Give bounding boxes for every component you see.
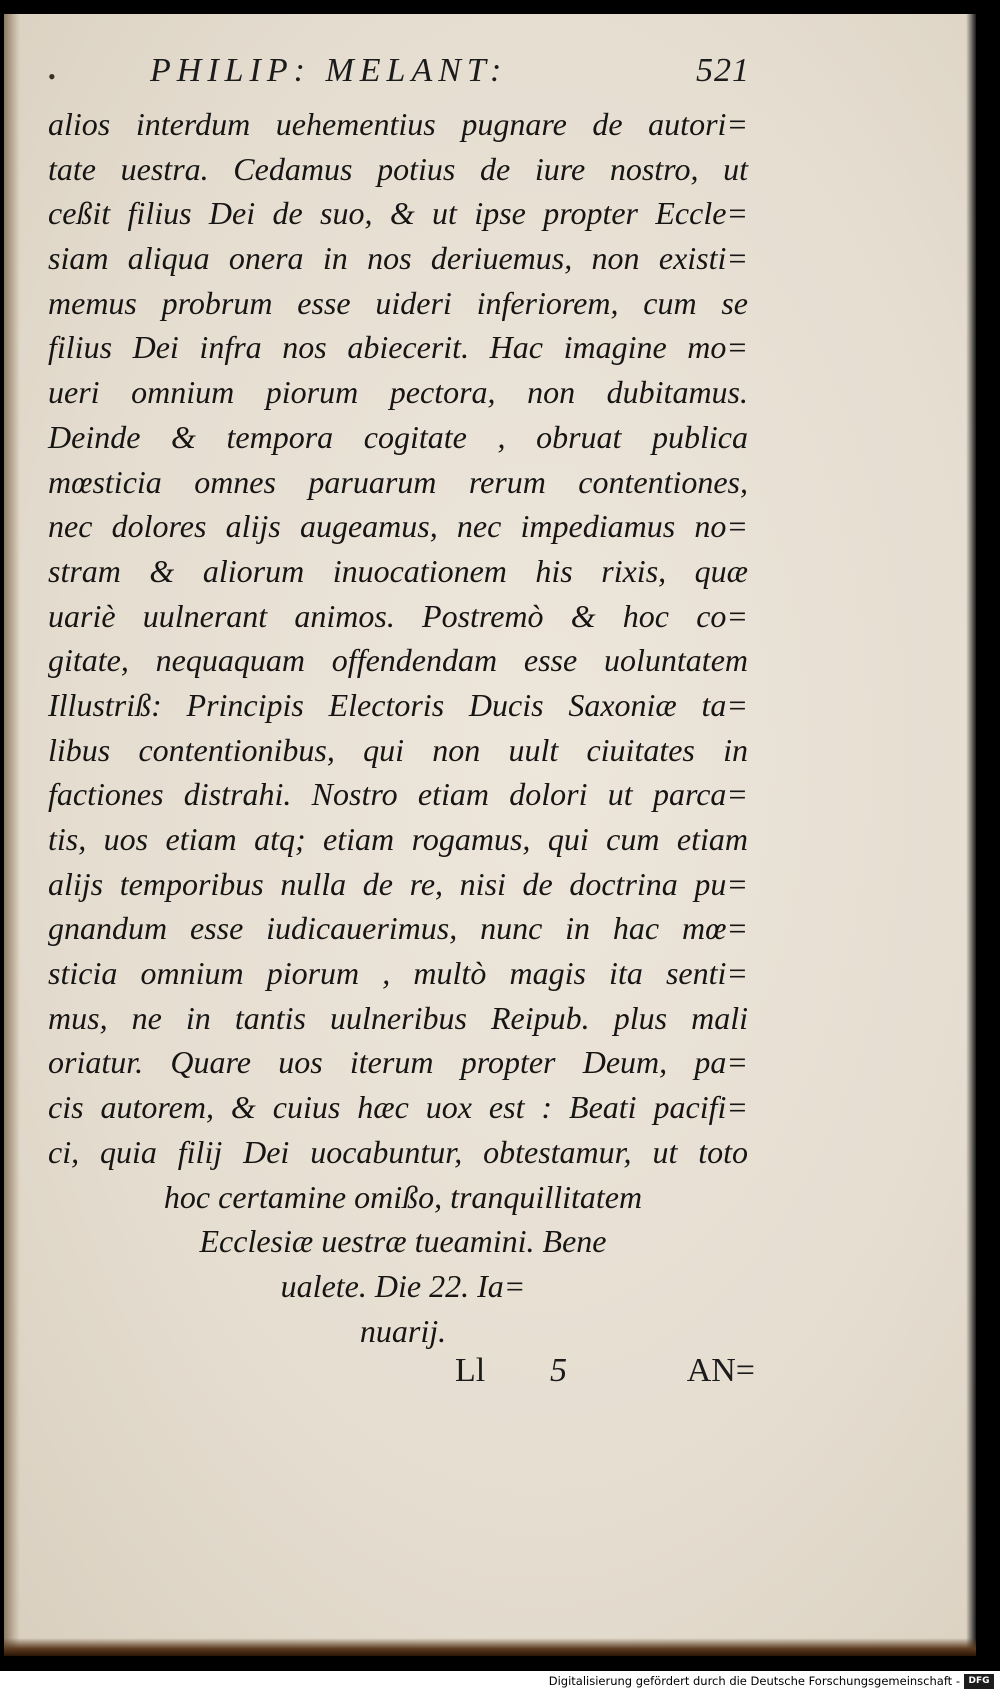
margin-mark: • bbox=[48, 64, 56, 89]
text-line: oriatur. Quare uos iterum propter Deum, pa= bbox=[48, 1044, 748, 1081]
closing-line: Ecclesiæ uestræ tueamini. Bene bbox=[199, 1223, 607, 1260]
catchword: AN= bbox=[686, 1352, 755, 1389]
text-line: alijs temporibus nulla de re, nisi de doctrina pu= bbox=[48, 865, 748, 902]
running-header bbox=[150, 52, 750, 96]
signature-number: 5 bbox=[550, 1352, 567, 1389]
text-line: mus, ne in tantis uulneribus Reipub. plus mali bbox=[48, 999, 748, 1036]
text-line: memus probrum esse uideri inferiorem, cum se bbox=[48, 284, 748, 321]
text-line: ueri omnium piorum pectora, non dubitamus. bbox=[48, 374, 748, 411]
text-line: gitate, nequaquam offendendam esse uoluntatem bbox=[48, 642, 748, 679]
text-line: Illustriß: Principis Electoris Ducis Saxoniæ ta= bbox=[48, 686, 748, 723]
page-bottom-edge bbox=[4, 1638, 976, 1656]
text-line: tis, uos etiam atq; etiam rogamus, qui cum etiam bbox=[48, 821, 748, 857]
digitization-credit-bar bbox=[0, 1671, 1000, 1693]
text-line: gnandum esse iudicauerimus, nunc in hac mœ= bbox=[48, 910, 748, 947]
digitization-note: Digitalisierung gefördert durch die Deutsche Forschungsgemeinschaft - bbox=[548, 1674, 960, 1688]
text-line: libus contentionibus, qui non uult ciuitates in bbox=[48, 731, 748, 768]
text-line: alios interdum uehementius pugnare de autori= bbox=[48, 106, 748, 142]
closing-line: hoc certamine omißo, tranquillitatem bbox=[163, 1178, 643, 1215]
text-line: siam aliqua onera in nos deriuemus, non existi= bbox=[48, 240, 748, 277]
text-line: sticia omnium piorum , multò magis ita senti= bbox=[48, 955, 748, 992]
running-title: PHILIP: MELANT: bbox=[150, 52, 508, 89]
signature-line bbox=[455, 1352, 755, 1396]
page-right-edge bbox=[966, 14, 976, 1656]
text-line: ci, quia filij Dei uocabuntur, obtestamur, ut toto bbox=[48, 1133, 748, 1170]
signature-mark: Ll bbox=[455, 1352, 486, 1389]
text-line: uariè uulnerant animos. Postremò & hoc co= bbox=[48, 597, 748, 634]
body-text bbox=[48, 102, 748, 1353]
text-line: cis autorem, & cuius hæc uox est : Beati pacifi= bbox=[48, 1089, 748, 1126]
text-line: nec dolores alijs augeamus, nec impediamus no= bbox=[48, 508, 748, 545]
dfg-logo: DFG bbox=[964, 1674, 994, 1689]
closing-line: nuarij. bbox=[359, 1312, 447, 1349]
text-line: Deinde & tempora cogitate , obruat publica bbox=[48, 418, 748, 455]
text-line: filius Dei infra nos abiecerit. Hac imagine mo= bbox=[48, 329, 748, 366]
closing-line: ualete. Die 22. Ia= bbox=[280, 1267, 526, 1304]
text-line: factiones distrahi. Nostro etiam dolori ut parca= bbox=[48, 776, 748, 813]
text-line: stram & aliorum inuocationem his rixis, quæ bbox=[48, 552, 748, 589]
text-line: mœsticia omnes paruarum rerum contentiones, bbox=[48, 463, 748, 500]
text-line: tate uestra. Cedamus potius de iure nostro, ut bbox=[48, 150, 748, 187]
text-line: ceßit filius Dei de suo, & ut ipse propter Eccle= bbox=[48, 195, 748, 232]
page-gutter-shadow bbox=[4, 14, 20, 1656]
page-number: 521 bbox=[696, 52, 750, 89]
